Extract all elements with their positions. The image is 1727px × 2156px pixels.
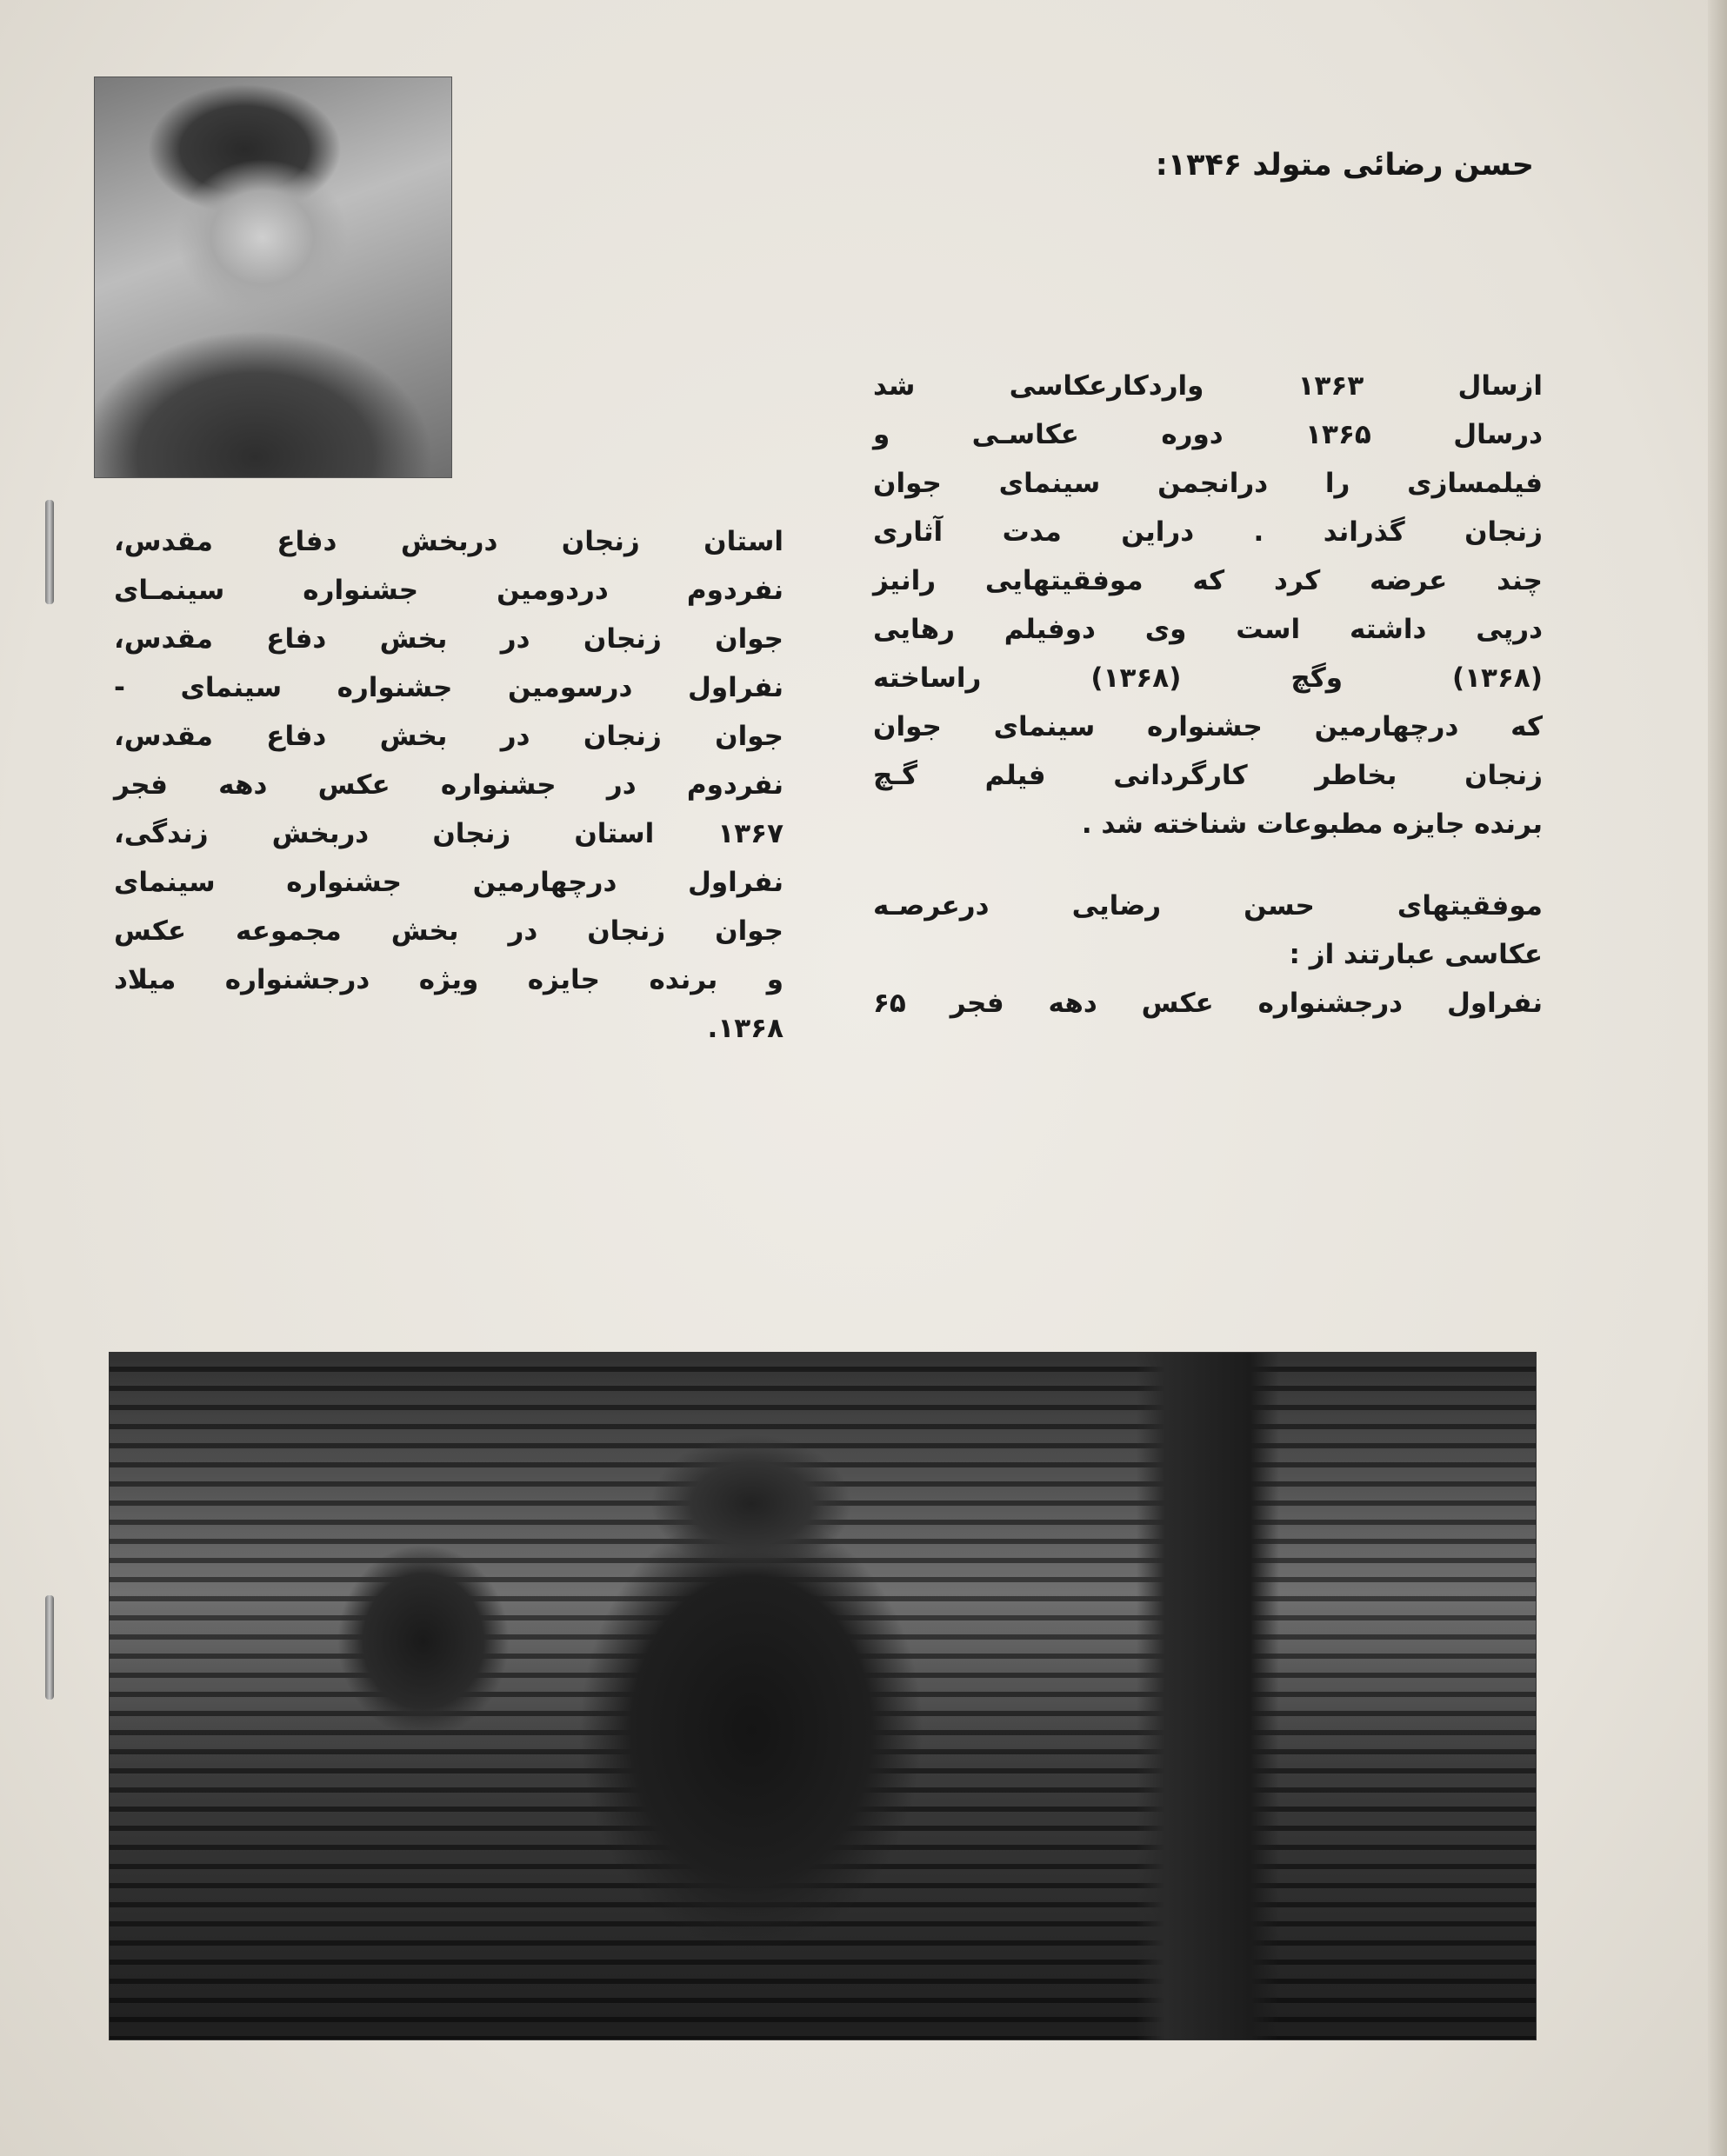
staple-bottom	[45, 1595, 54, 1700]
text-line: ۱۳۶۸.	[707, 1013, 783, 1044]
text-line: عکاسی عبارتند از :	[1289, 939, 1543, 970]
text-line: نفراول درسومین جشنواره سینمای -	[114, 672, 783, 703]
text-line: نفردوم دردومین جشنواره سینمـای	[114, 575, 783, 606]
portrait-photo	[94, 77, 452, 478]
staple-top	[45, 500, 54, 604]
text-line: نفراول درجشنواره عکس دهه فجر ۶۵	[873, 988, 1543, 1019]
text-line: درپی داشته است وی دوفیلم رهایی	[873, 614, 1543, 645]
text-line: فیلمسازی را درانجمن سینمای جوان	[873, 468, 1543, 499]
text-line: زنجان بخاطر کارگردانی فیلم گـچ	[873, 760, 1543, 791]
text-line: ۱۳۶۷ استان زنجان دربخش زندگی،	[114, 818, 783, 849]
page-edge	[1708, 0, 1727, 2156]
text-line: استان زنجان دربخش دفاع مقدس،	[114, 526, 783, 557]
text-line: چند عرضه کرد که موفقیتهایی رانیز	[873, 565, 1543, 596]
page-title: حسن رضائی متولد ۱۳۴۶:	[1155, 148, 1534, 183]
left-text-column	[114, 517, 783, 1053]
text-line: موفقیتهای حسن رضایی درعرصـه	[873, 890, 1543, 922]
text-line: جوان زنجان در بخش دفاع مقدس،	[114, 623, 783, 655]
text-line: که درچهارمین جشنواره سینمای جوان	[873, 711, 1543, 742]
text-line: زنجان گذراند . دراین مدت آثاری	[873, 516, 1543, 548]
park-bench-photo	[109, 1352, 1537, 2040]
text-line: نفردوم در جشنواره عکس دهه فجر	[114, 769, 783, 801]
right-text-column	[873, 362, 1543, 1028]
text-line: جوان زنجان در بخش دفاع مقدس،	[114, 721, 783, 752]
text-line: جوان زنجان در بخش مجموعه عکس	[114, 915, 783, 947]
text-line: و برنده جایزه ویژه درجشنواره میلاد	[114, 964, 783, 995]
text-line: (۱۳۶۸) وگچ (۱۳۶۸) راساخته	[873, 662, 1543, 694]
text-line: درسال ۱۳۶۵ دوره عکاسـی و	[873, 419, 1544, 450]
text-line: نفراول درچهارمین جشنواره سینمای	[114, 867, 783, 898]
text-line: ازسال ۱۳۶۳ واردکارعکاسی شد	[873, 370, 1543, 402]
text-line: برنده جایزه مطبوعات شناخته شد .	[1081, 808, 1543, 840]
